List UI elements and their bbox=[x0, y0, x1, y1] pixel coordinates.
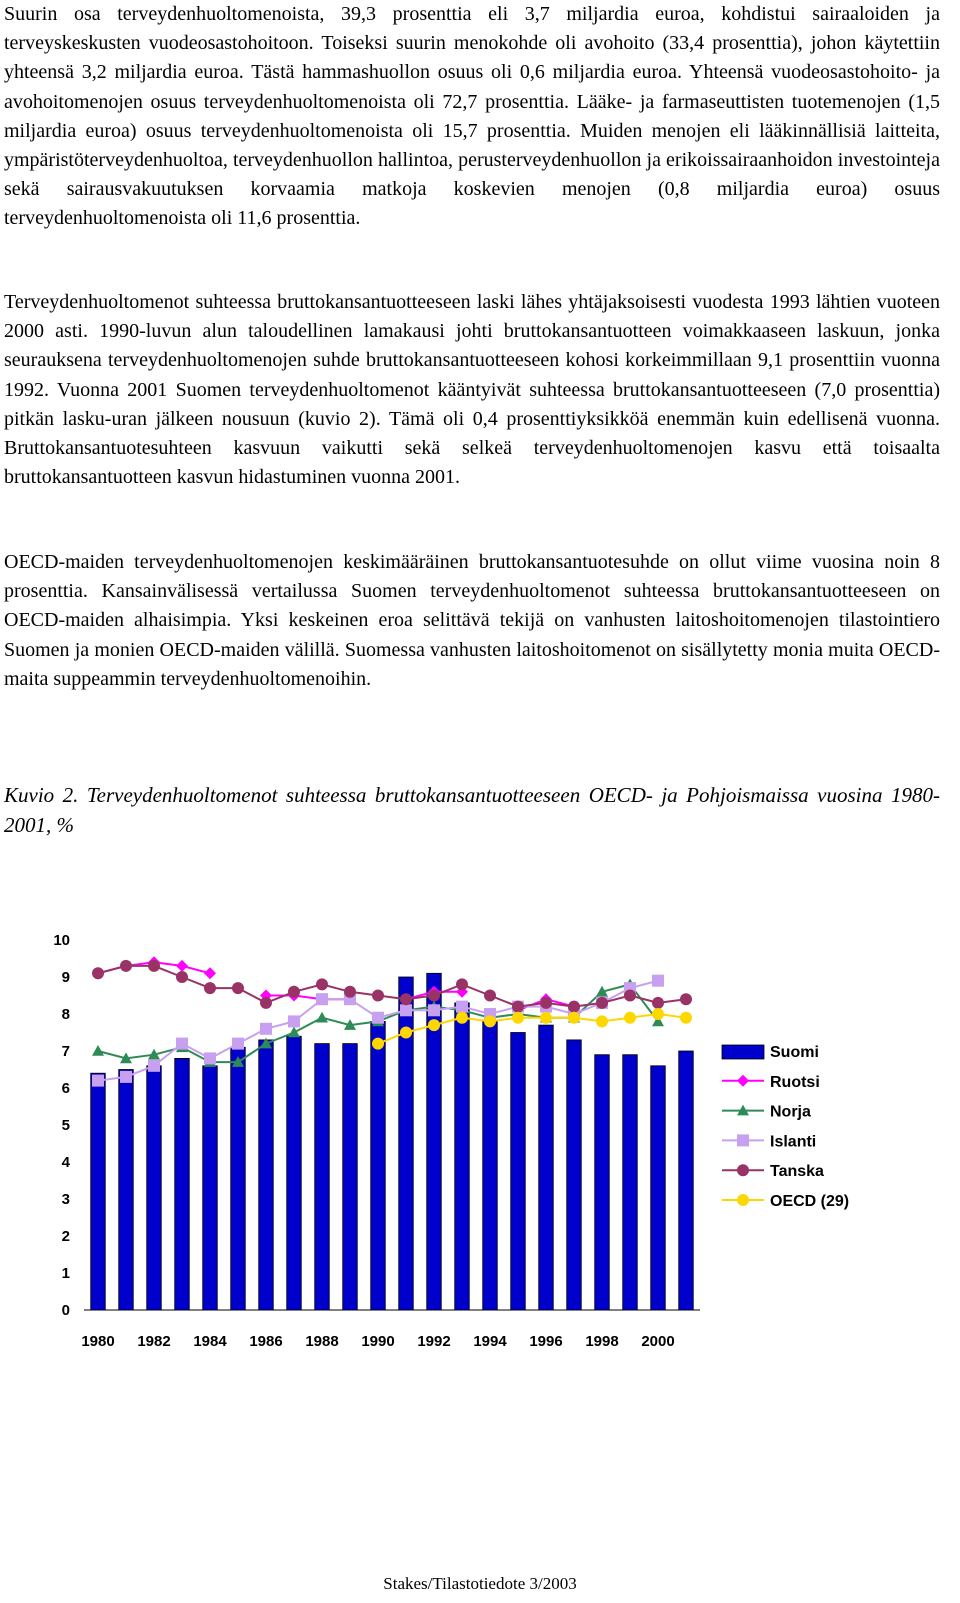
x-tick-label: 1994 bbox=[473, 1333, 507, 1350]
bar-suomi bbox=[259, 1040, 274, 1310]
legend-label-tanska: Tanska bbox=[770, 1163, 824, 1181]
point-islanti bbox=[204, 1052, 216, 1064]
point-oecd-29 bbox=[400, 1027, 412, 1039]
point-oecd-29 bbox=[540, 1012, 552, 1024]
point-tanska bbox=[624, 990, 636, 1002]
point-tanska bbox=[652, 997, 664, 1009]
x-tick-label: 2000 bbox=[641, 1333, 675, 1350]
x-tick-label: 1986 bbox=[249, 1333, 283, 1350]
point-ruotsi bbox=[204, 967, 216, 979]
figure-caption: Kuvio 2. Terveydenhuoltomenot suhteessa bruttokansantuotteeseen OECD- ja Pohjoismaissa vuosina 1980-2001, % bbox=[4, 783, 940, 837]
health-expenditure-chart bbox=[0, 900, 960, 1460]
point-ruotsi bbox=[176, 960, 188, 972]
point-oecd-29 bbox=[596, 1015, 608, 1027]
point-tanska bbox=[260, 997, 272, 1009]
point-tanska bbox=[596, 997, 608, 1009]
legend-marker-islanti bbox=[737, 1134, 749, 1146]
bar-suomi bbox=[343, 1044, 358, 1310]
point-norja bbox=[92, 1045, 104, 1056]
x-tick-label: 1984 bbox=[193, 1333, 227, 1350]
point-tanska bbox=[680, 993, 692, 1005]
point-oecd-29 bbox=[568, 1012, 580, 1024]
point-oecd-29 bbox=[652, 1008, 664, 1020]
page-footer: Stakes/Tilastotiedote 3/2003 bbox=[383, 1574, 577, 1593]
point-islanti bbox=[372, 1012, 384, 1024]
bar-suomi bbox=[567, 1040, 582, 1310]
point-oecd-29 bbox=[428, 1019, 440, 1031]
point-tanska bbox=[176, 971, 188, 983]
x-tick-label: 1982 bbox=[137, 1333, 171, 1350]
paragraph-gdp-ratio-trend: Terveydenhuoltomenot suhteessa bruttokansantuotteeseen laski lähes yhtäjaksoisesti vuodesta 1993 lähtien vuoteen 2000 asti. 1990-luvun alun taloudellinen lamakausi johti bruttokansantuotteen voimakkaaseen laskuun, jonka seurauksena terveydenhuoltomenojen suhde bruttokansantuotteeseen kohosi korkeimmillaan 9,1 prosenttiin vuonna 1992. Vuonna 2001 Suomen terveydenhuoltomenot kääntyivät suhteessa bruttokansantuotteeseen (7,0 prosenttia) pitkän lasku-uran jälkeen nousuun (kuvio 2). Tämä oli 0,4 prosenttiyksikköä enemmän kuin edellisenä vuonna. Bruttokansantuotesuhteen kasvuun vaikutti sekä selkeä terveydenhuoltomenojen kasvu että toisaalta bruttokansantuotteen kasvun hidastuminen vuonna 2001. bbox=[4, 291, 940, 489]
point-islanti bbox=[176, 1038, 188, 1050]
point-islanti bbox=[428, 1004, 440, 1016]
bar-suomi bbox=[119, 1070, 134, 1311]
point-tanska bbox=[484, 990, 496, 1002]
x-tick-label: 1992 bbox=[417, 1333, 451, 1350]
bar-suomi bbox=[595, 1055, 610, 1310]
point-oecd-29 bbox=[372, 1038, 384, 1050]
point-oecd-29 bbox=[484, 1015, 496, 1027]
point-islanti bbox=[652, 975, 664, 987]
legend-marker-tanska bbox=[737, 1164, 749, 1176]
point-oecd-29 bbox=[456, 1012, 468, 1024]
bar-suomi bbox=[175, 1058, 190, 1310]
bar-suomi bbox=[231, 1047, 246, 1310]
legend-label-suomi: Suomi bbox=[770, 1044, 819, 1061]
point-tanska bbox=[148, 960, 160, 972]
bar-suomi bbox=[623, 1055, 638, 1310]
point-tanska bbox=[120, 960, 132, 972]
bar-suomi bbox=[511, 1033, 526, 1311]
point-tanska bbox=[540, 997, 552, 1009]
point-tanska bbox=[400, 993, 412, 1005]
point-islanti bbox=[148, 1060, 160, 1072]
y-tick-label: 9 bbox=[61, 969, 70, 986]
paragraph-health-expenditure-breakdown: Suurin osa terveydenhuoltomenoista, 39,3 prosenttia eli 3,7 miljardia euroa, kohdistui sairaaloiden ja terveyskeskusten vuodeosastohoitoon. Toiseksi suurin menokohde oli avohoito (33,4 prosenttia), johon käytettiin yhteensä 3,2 miljardia euroa. Tästä hammashuollon osuus oli 0,6 miljardia euroa. Yhteensä vuodeosastohoito- ja avohoitomenojen osuus terveydenhuoltomenoista oli 72,7 prosenttia. Lääke- ja farmaseuttisten tuotemenojen (1,5 miljardia euroa) osuus terveydenhuoltomenoista oli 15,7 prosenttia. Muiden menojen eli lääkinnällisiä laitteita, ympäristöterveydenhuoltoa, terveydenhuollon hallintoa, perusterveydenhuollon ja erikoissairaanhoidon investointeja sekä sairausvakuutuksen korvaamia matkoja koskevien menojen (0,8 miljardia euroa) osuus terveydenhuoltomenoista oli 11,6 prosenttia. bbox=[4, 3, 940, 230]
point-islanti bbox=[456, 1001, 468, 1013]
point-islanti bbox=[232, 1038, 244, 1050]
bar-suomi bbox=[651, 1066, 666, 1310]
legend-marker-ruotsi bbox=[737, 1075, 749, 1087]
point-oecd-29 bbox=[680, 1012, 692, 1024]
x-tick-label: 1990 bbox=[361, 1333, 395, 1350]
point-tanska bbox=[92, 967, 104, 979]
bar-suomi bbox=[483, 1021, 498, 1310]
y-tick-label: 2 bbox=[61, 1228, 70, 1245]
point-islanti bbox=[288, 1015, 300, 1027]
point-oecd-29 bbox=[512, 1012, 524, 1024]
legend-label-ruotsi: Ruotsi bbox=[770, 1073, 820, 1091]
point-tanska bbox=[568, 1001, 580, 1013]
paragraph-oecd-comparison: OECD-maiden terveydenhuoltomenojen keskimääräinen bruttokansantuotesuhde on ollut viime vuosina noin 8 prosenttia. Kansainvälisessä vertailussa Suomen terveydenhuoltomenot suhteessa bruttokansantuotteeseen on OECD-maiden alhaisimpia. Yksi keskeinen eroa selittävä tekijä on vanhusten laitoshoitomenojen tilastointiero Suomen ja monien OECD-maiden välillä. Suomessa vanhusten laitoshoitomenot on sisällytetty monia muita OECD-maita suppeammin terveydenhuoltomenoihin. bbox=[4, 551, 940, 690]
x-tick-label: 1996 bbox=[529, 1333, 563, 1350]
legend-marker-oecd-29 bbox=[737, 1194, 749, 1206]
y-tick-label: 1 bbox=[61, 1265, 70, 1282]
point-islanti bbox=[400, 1004, 412, 1016]
x-tick-label: 1998 bbox=[585, 1333, 619, 1350]
bar-suomi bbox=[539, 1025, 554, 1310]
y-tick-label: 7 bbox=[61, 1043, 70, 1060]
bar-suomi bbox=[455, 1003, 470, 1310]
y-tick-label: 3 bbox=[61, 1191, 70, 1208]
bar-suomi bbox=[287, 1036, 302, 1310]
point-tanska bbox=[428, 990, 440, 1002]
point-islanti bbox=[92, 1075, 104, 1087]
bar-suomi bbox=[315, 1044, 330, 1310]
x-tick-label: 1988 bbox=[305, 1333, 339, 1350]
point-norja bbox=[288, 1027, 300, 1038]
y-tick-label: 5 bbox=[61, 1117, 70, 1134]
line-oecd-29 bbox=[378, 1014, 686, 1044]
point-tanska bbox=[316, 978, 328, 990]
point-tanska bbox=[512, 1001, 524, 1013]
y-tick-label: 0 bbox=[61, 1302, 70, 1319]
point-islanti bbox=[316, 993, 328, 1005]
legend-label-oecd-29: OECD (29) bbox=[770, 1193, 850, 1210]
y-tick-label: 6 bbox=[61, 1080, 70, 1097]
bar-suomi bbox=[203, 1066, 218, 1310]
legend-swatch-suomi bbox=[722, 1045, 764, 1059]
point-tanska bbox=[204, 982, 216, 994]
x-tick-label: 1980 bbox=[81, 1333, 115, 1350]
point-islanti bbox=[120, 1071, 132, 1083]
point-tanska bbox=[232, 982, 244, 994]
point-oecd-29 bbox=[624, 1012, 636, 1024]
y-tick-label: 8 bbox=[61, 1006, 70, 1023]
point-tanska bbox=[344, 986, 356, 998]
point-norja bbox=[316, 1012, 328, 1023]
legend-label-islanti: Islanti bbox=[770, 1133, 817, 1151]
point-islanti bbox=[260, 1023, 272, 1035]
bar-suomi bbox=[679, 1051, 694, 1310]
y-tick-label: 10 bbox=[53, 932, 70, 949]
point-tanska bbox=[456, 978, 468, 990]
point-tanska bbox=[372, 990, 384, 1002]
bar-suomi bbox=[371, 1021, 386, 1310]
bar-suomi bbox=[91, 1073, 106, 1310]
bar-suomi bbox=[147, 1066, 162, 1310]
legend-label-norja: Norja bbox=[770, 1103, 811, 1121]
point-tanska bbox=[288, 986, 300, 998]
y-tick-label: 4 bbox=[61, 1154, 70, 1171]
